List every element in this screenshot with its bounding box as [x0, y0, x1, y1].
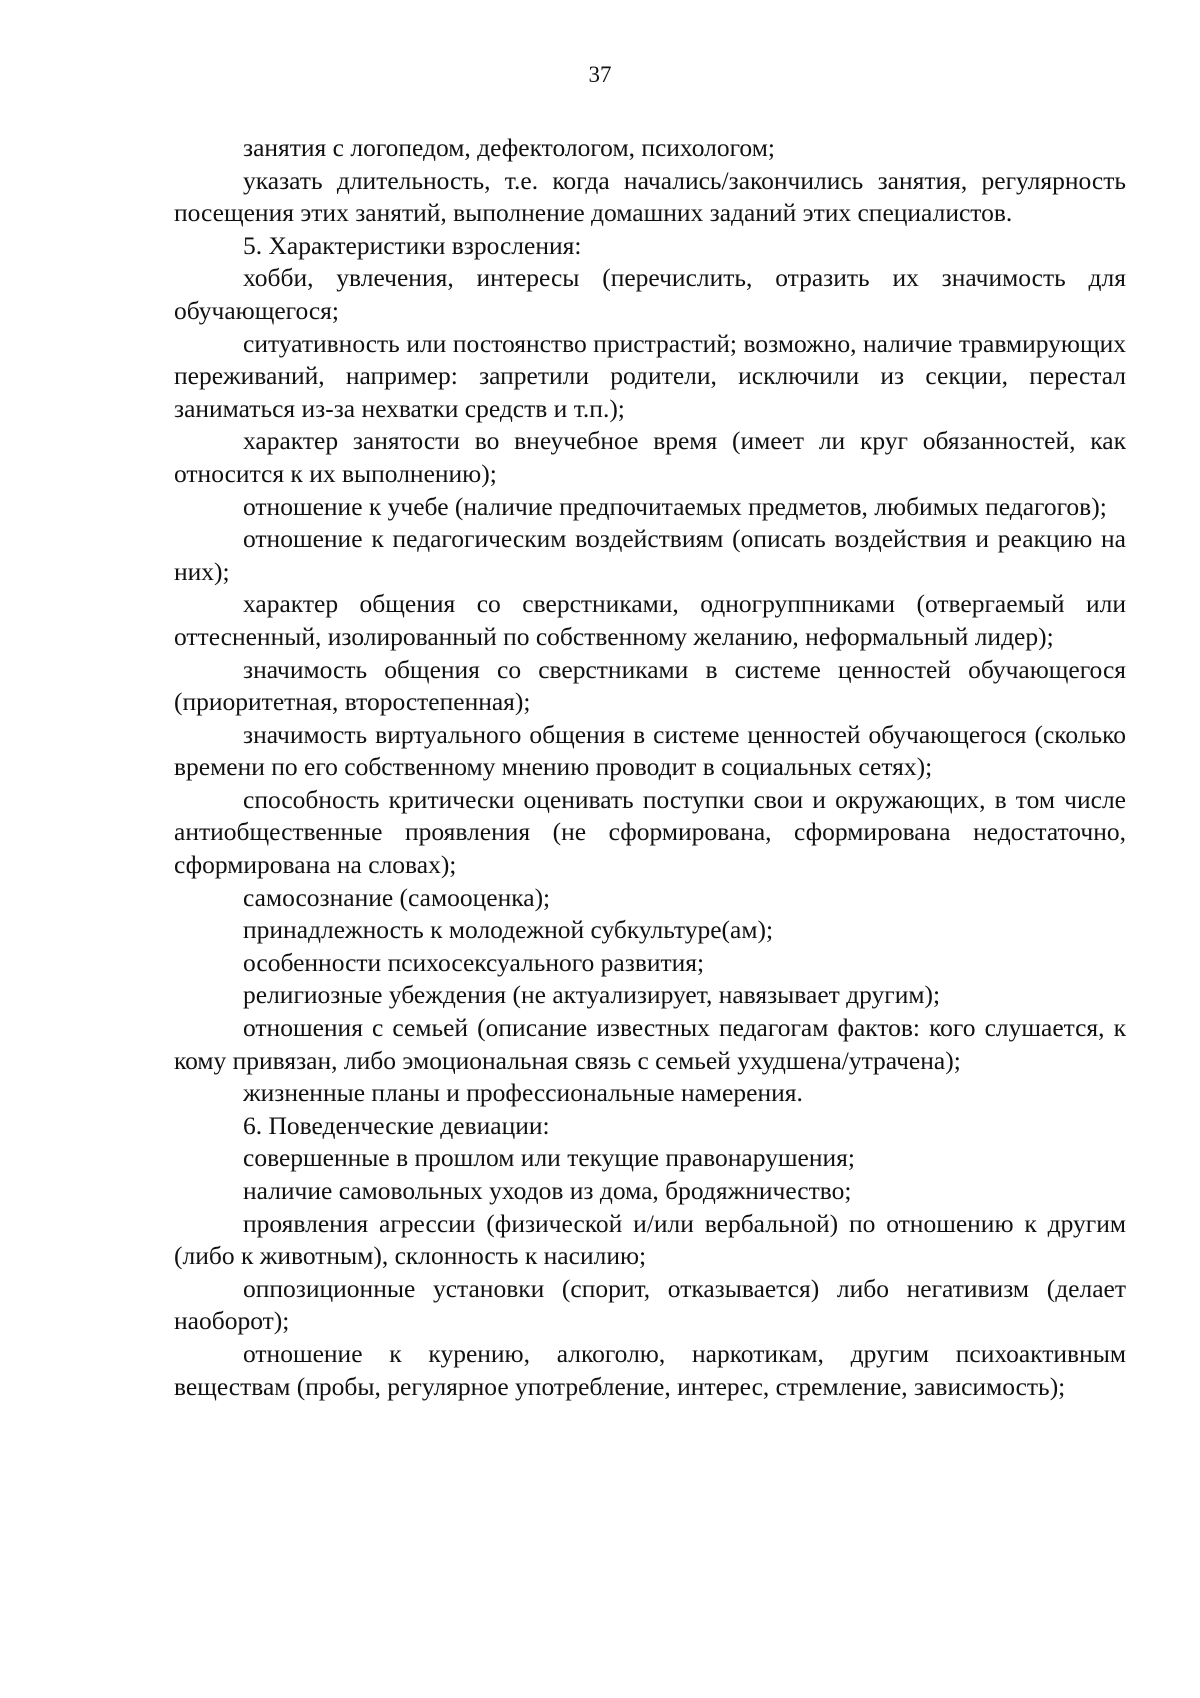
section-heading: 6. Поведенческие девиации: — [243, 1110, 550, 1140]
paragraph: характер общения со сверстниками, одногруппниками (отвергаемый или оттесненный, изолированный по собственному желанию, неформальный лидер); — [174, 589, 1126, 651]
paragraph: ситуативность или постоянство пристрастий; возможно, наличие травмирующих переживаний, например: запретили родители, исключили из секции, перестал заниматься из-за нехватки средств и т.п.); — [174, 328, 1126, 423]
paragraph: указать длительность, т.е. когда начались/закончились занятия, регулярность посещения этих занятий, выполнение домашних заданий этих специалистов. — [174, 165, 1126, 228]
paragraph: занятия с логопедом, дефектологом, психологом; — [243, 133, 775, 162]
paragraph: хобби, увлечения, интересы (перечислить, отразить их значимость для обучающегося; — [174, 263, 1126, 325]
paragraph: жизненные планы и профессиональные намерения. — [243, 1078, 803, 1108]
page-number: 37 — [588, 62, 612, 87]
paragraph: самосознание (самооценка); — [243, 882, 551, 912]
paragraph: отношения с семьей (описание известных педагогам фактов: кого слушается, к кому привязан, либо эмоциональная связь с семьей ухудшена/утрачена); — [174, 1013, 1126, 1075]
paragraph: способность критически оценивать поступки свои и окружающих, в том числе антиобщественные проявления (не сформирована, сформирована недостаточно, сформирована на словах); — [174, 784, 1126, 880]
section-heading: 5. Характеристики взросления: — [243, 230, 582, 260]
paragraph: отношение к учебе (наличие предпочитаемых предметов, любимых педагогов); — [243, 491, 1107, 521]
paragraph: наличие самовольных уходов из дома, бродяжничество; — [243, 1176, 852, 1205]
paragraph: значимость общения со сверстниками в системе ценностей обучающегося (приоритетная, второстепенная); — [174, 654, 1126, 717]
paragraph: значимость виртуального общения в системе ценностей обучающегося (сколько времени по его собственному мнению проводит в социальных сетях); — [174, 719, 1126, 782]
paragraph: оппозиционные установки (спорит, отказывается) либо негативизм (делает наоборот); — [174, 1273, 1126, 1336]
paragraph: принадлежность к молодежной субкультуре(ам); — [243, 915, 774, 945]
paragraph: отношение к курению, алкоголю, наркотикам, другим психоактивным веществам (пробы, регулярное употребление, интерес, стремление, зависимость); — [174, 1338, 1126, 1401]
document-body — [174, 132, 1126, 1403]
paragraph: проявления агрессии (физической и/или вербальной) по отношению к другим (либо к животным), склонность к насилию; — [174, 1208, 1126, 1271]
paragraph: религиозные убеждения (не актуализирует, навязывает другим); — [243, 980, 941, 1010]
paragraph: особенности психосексуального развития; — [243, 947, 705, 977]
paragraph: отношение к педагогическим воздействиям (описать воздействия и реакцию на них); — [174, 524, 1126, 586]
paragraph: совершенные в прошлом или текущие правонарушения; — [243, 1143, 855, 1173]
paragraph: характер занятости во внеучебное время (имеет ли круг обязанностей, как относится к их выполнению); — [174, 426, 1126, 488]
